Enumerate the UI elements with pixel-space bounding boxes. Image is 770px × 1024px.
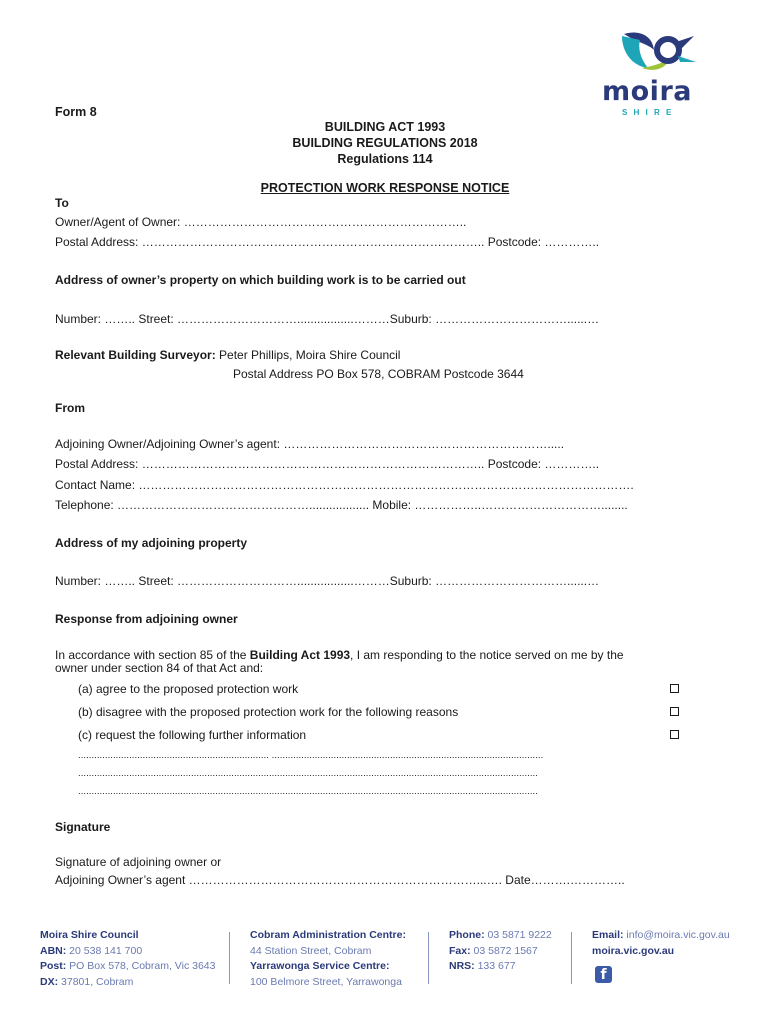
regulation-number: Regulations 114 (337, 152, 433, 166)
from-heading: From (55, 401, 85, 415)
footer-email[interactable]: Email: info@moira.vic.gov.au (592, 929, 730, 941)
act-title: BUILDING ACT 1993 (324, 120, 446, 134)
moira-logo (600, 28, 705, 120)
option-c-label: (c) request the following further information (78, 728, 307, 742)
logo-wordmark: moira (602, 76, 692, 107)
option-a-checkbox[interactable] (670, 684, 679, 693)
footer-council-name: Moira Shire Council (40, 929, 139, 941)
intro-act-name: Building Act 1993 (249, 648, 351, 662)
footer-abn: ABN: 20 538 141 700 (40, 944, 143, 957)
bird-logo-icon (618, 28, 698, 76)
facebook-icon[interactable]: f (595, 966, 612, 983)
option-b-label: (b) disagree with the proposed protection work for the following reasons (78, 705, 459, 719)
reasons-line-3[interactable]: ........................................................................................................................................................................... (78, 786, 538, 797)
footer-divider-1 (229, 932, 230, 984)
footer-cobram-label: Cobram Administration Centre: (250, 929, 406, 941)
response-intro (55, 648, 624, 662)
response-heading: Response from adjoining owner (55, 612, 238, 626)
telephone-mobile-field[interactable]: Telephone: ………………………………………….................. Mobile: ……………..…………………………........ (55, 498, 628, 512)
option-a-label: (a) agree to the proposed protection work (78, 682, 299, 696)
adjoining-postal-field[interactable]: Postal Address: ………………………………………………………………………….. Postcode: ………….. (55, 457, 600, 471)
adjoining-agent-field[interactable]: Adjoining Owner/Adjoining Owner’s agent: …………………………………………………………..... (55, 437, 565, 451)
notice-title: PROTECTION WORK RESPONSE NOTICE (260, 181, 510, 195)
intro-text-pre: In accordance with section 85 of the (55, 648, 250, 662)
footer-yarrawonga-address: 100 Belmore Street, Yarrawonga (250, 975, 402, 988)
signature-date-field[interactable]: Adjoining Owner’s agent ………………………………………………………………...…. Date……….………….. (55, 873, 625, 887)
owner-agent-field[interactable]: Owner/Agent of Owner: …………………………………………………………….. (55, 215, 467, 229)
footer-council (40, 928, 215, 990)
to-heading: To (55, 196, 69, 210)
option-c-checkbox[interactable] (670, 730, 679, 739)
footer-cobram-address: 44 Station Street, Cobram (250, 944, 372, 957)
surveyor-name: Peter Phillips, Moira Shire Council (215, 348, 401, 362)
footer-website[interactable]: moira.vic.gov.au (592, 944, 675, 957)
reasons-line-2[interactable]: ........................................................................................................................................................................... (78, 768, 538, 779)
owner-property-address-field[interactable]: Number: …….. Street: ………………………….................………Suburb: ……………………………......… (55, 312, 600, 326)
logo-subtitle: S H I R E (622, 108, 674, 117)
surveyor-address: Postal Address PO Box 578, COBRAM Postcode 3644 (233, 367, 524, 381)
surveyor-line (55, 348, 400, 362)
adjoining-property-address-field[interactable]: Number: …….. Street: ………………………….................………Suburb: ……………………………......… (55, 574, 600, 588)
adjoining-property-heading: Address of my adjoining property (55, 536, 248, 550)
regulations-title: BUILDING REGULATIONS 2018 (292, 136, 478, 150)
footer-online (592, 928, 730, 959)
footer-divider-3 (571, 932, 572, 984)
footer-centres (250, 928, 406, 990)
response-intro-line2: owner under section 84 of that Act and: (55, 661, 264, 675)
footer-post: Post: PO Box 578, Cobram, Vic 3643 (40, 960, 216, 972)
footer-nrs: NRS: 133 677 (449, 960, 516, 972)
reasons-line-1[interactable]: ....................................................................... ..................................................................................................... (78, 750, 544, 761)
signature-heading: Signature (55, 820, 111, 834)
footer-phone: Phone: 03 5871 9222 (449, 929, 552, 941)
surveyor-label: Relevant Building Surveyor: (55, 348, 216, 362)
footer-fax: Fax: 03 5872 1567 (449, 944, 538, 957)
signature-label: Signature of adjoining owner or (55, 855, 222, 869)
footer-dx: DX: 37801, Cobram (40, 975, 134, 988)
footer-yarrawonga-label: Yarrawonga Service Centre: (250, 960, 390, 972)
owner-postal-field[interactable]: Postal Address: ………………………………………………………………………….. Postcode: ………….. (55, 235, 600, 249)
owner-property-heading: Address of owner’s property on which building work is to be carried out (55, 273, 466, 287)
option-b-checkbox[interactable] (670, 707, 679, 716)
contact-name-field[interactable]: Contact Name: ……………………………………………………………………………………………………………. (55, 478, 634, 492)
footer-divider-2 (428, 932, 429, 984)
intro-text-post: , I am responding to the notice served on me by the (350, 648, 624, 662)
footer-contact (449, 928, 552, 975)
form-number: Form 8 (55, 105, 97, 119)
